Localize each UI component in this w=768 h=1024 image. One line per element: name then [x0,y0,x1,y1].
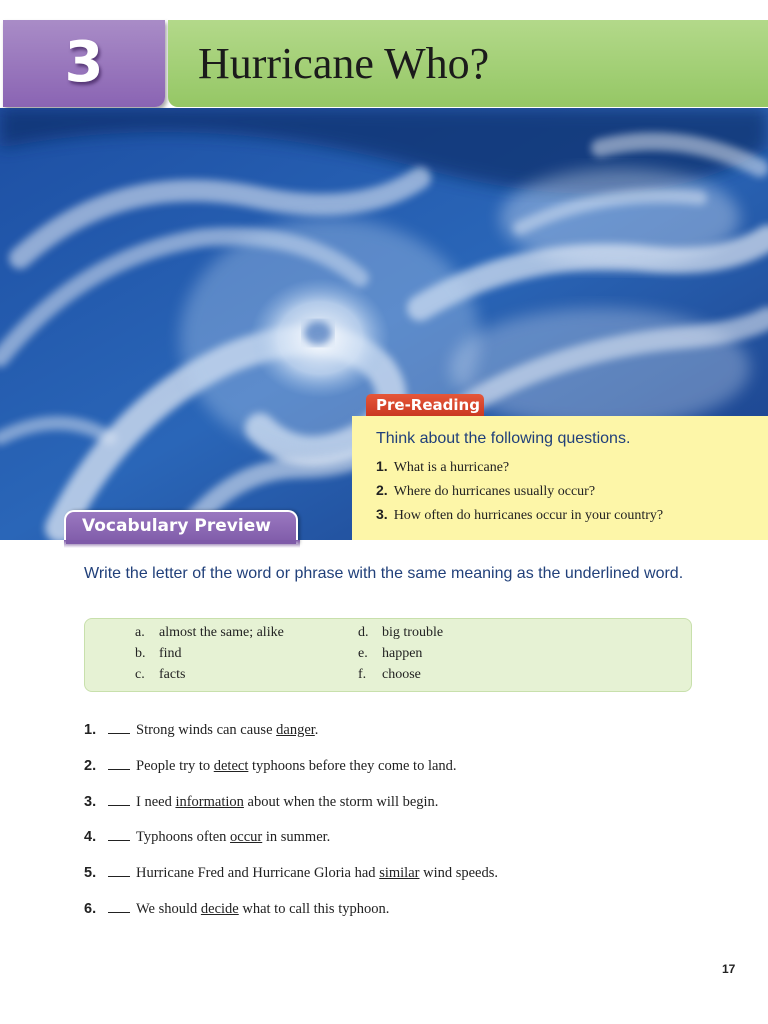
item-number: 5. [84,865,97,881]
item-text-after: typhoons before they come to land. [248,758,457,774]
question-number: 3. [376,506,388,522]
item-text-before: People try to [136,758,214,774]
word-choice [358,625,443,641]
exercise-item [84,865,498,882]
choice-text: big trouble [382,625,444,640]
item-text-after: . [314,722,319,738]
page-number: 17 [722,962,736,976]
word-bank [84,618,692,692]
pre-reading-tab: Pre-Reading [366,394,484,418]
underlined-word: danger [276,722,315,738]
chapter-number-tab [3,20,165,107]
underlined-word: occur [230,829,263,845]
choice-letter: d. [358,625,369,640]
answer-blank[interactable] [108,724,130,734]
exercise-item [84,901,389,918]
underlined-word: information [175,794,244,810]
pre-reading-question [376,482,595,500]
question-text: Where do hurricanes usually occur? [393,484,596,499]
item-number: 2. [84,758,97,774]
word-choice [135,646,182,662]
exercise-item [84,794,438,811]
title-bar [168,20,768,107]
question-number: 1. [376,458,388,474]
underlined-word: similar [379,865,420,881]
question-number: 2. [376,482,388,498]
word-choice [135,625,284,641]
exercise-item [84,829,330,846]
pre-reading-box [352,416,768,540]
item-text-before: Typhoons often [136,829,231,845]
question-text: What is a hurricane? [393,460,510,475]
choice-letter: c. [135,667,145,682]
answer-blank[interactable] [108,760,130,770]
choice-letter: a. [135,625,145,640]
vocabulary-tab-shadow [64,540,300,548]
item-text-after: wind speeds. [419,865,499,881]
word-choice [135,667,185,683]
underlined-word: decide [200,901,239,917]
item-number: 1. [84,722,97,738]
pre-reading-question [376,458,509,476]
item-number: 3. [84,794,97,810]
choice-text: happen [382,646,423,661]
exercise-item [84,722,318,739]
choice-text: find [159,646,182,661]
chapter-number: 3 [64,30,104,95]
item-text-after: about when the storm will begin. [243,794,439,810]
chapter-title: Hurricane Who? [198,39,490,88]
item-text-before: Strong winds can cause [136,722,277,738]
item-number: 4. [84,829,97,845]
choice-text: choose [382,667,421,682]
answer-blank[interactable] [108,796,130,806]
choice-text: almost the same; alike [159,625,284,640]
answer-blank[interactable] [108,867,130,877]
underlined-word: detect [213,758,249,774]
item-text-after: in summer. [262,829,331,845]
item-text-before: Hurricane Fred and Hurricane Gloria had [136,865,380,881]
item-number: 6. [84,901,97,917]
pre-reading-heading: Think about the following questions. [376,430,631,447]
answer-blank[interactable] [108,831,130,841]
choice-letter: f. [358,667,367,682]
item-text-before: I need [136,794,176,810]
exercise-item [84,758,457,775]
item-text-before: We should [136,901,201,917]
word-choice [358,667,421,683]
choice-text: facts [159,667,186,682]
word-choice [358,646,422,662]
item-text-after: what to call this typhoon. [238,901,390,917]
choice-letter: e. [358,646,368,661]
choice-letter: b. [135,646,146,661]
question-text: How often do hurricanes occur in your country? [393,508,664,523]
answer-blank[interactable] [108,903,130,913]
pre-reading-question [376,506,663,524]
vocabulary-instructions: Write the letter of the word or phrase with the same meaning as the underlined word. [84,565,684,582]
vocabulary-preview-tab: Vocabulary Preview [64,510,298,544]
